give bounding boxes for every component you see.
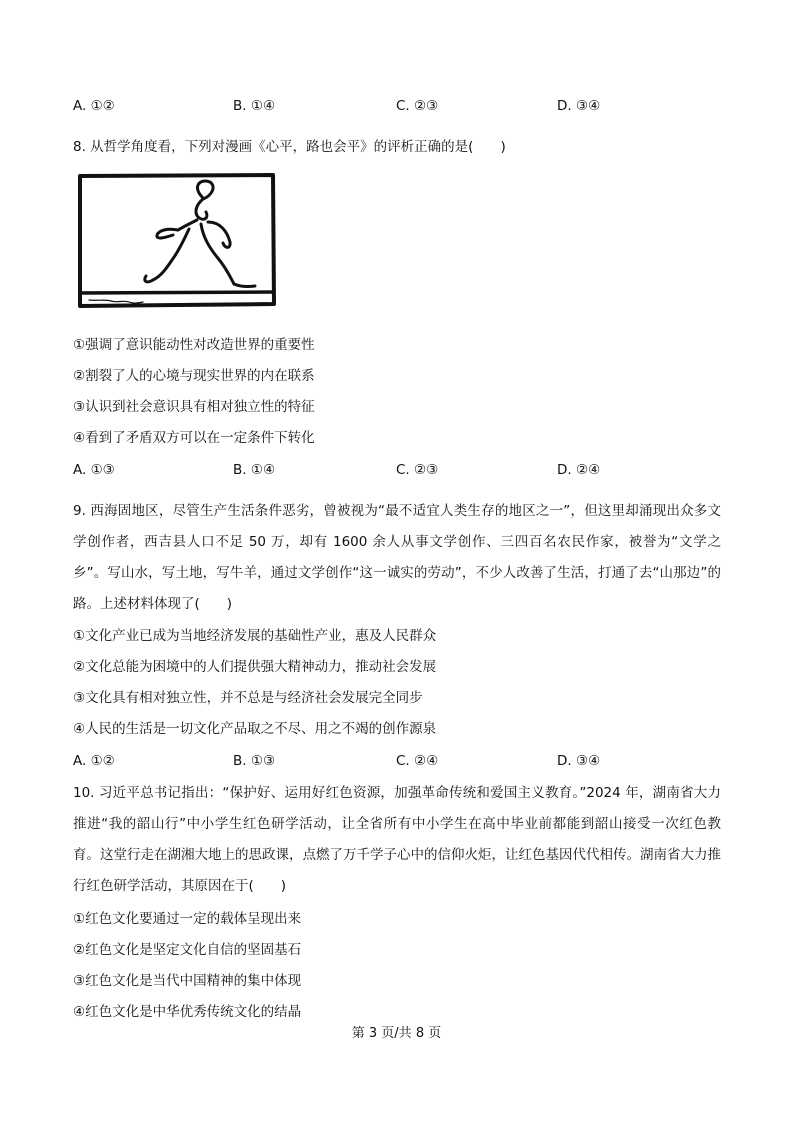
q8-statement-2: ②割裂了人的心境与现实世界的内在联系 <box>73 368 315 384</box>
q10-statement-3: ③红色文化是当代中国精神的集中体现 <box>73 973 302 989</box>
q7-option-d: D. ③④ <box>557 98 601 114</box>
q8-statement-1: ①强调了意识能动性对改造世界的重要性 <box>73 337 315 353</box>
q9-options <box>73 752 733 770</box>
q10-statement-4: ④红色文化是中华优秀传统文化的结晶 <box>73 1004 302 1020</box>
q8-stem: 8. 从哲学角度看，下列对漫画《心平，路也会平》的评析正确的是( ) <box>73 139 506 155</box>
q10-statement-2: ②红色文化是坚定文化自信的坚固基石 <box>73 942 302 958</box>
q7-option-c: C. ②③ <box>396 98 439 114</box>
q8-option-a: A. ①③ <box>73 462 115 478</box>
q9-option-c: C. ②④ <box>396 753 439 769</box>
q8-option-b: B. ①④ <box>233 462 276 478</box>
q9-statement-3: ③文化具有相对独立性，并不总是与经济社会发展完全同步 <box>73 690 423 706</box>
q7-options <box>73 97 733 115</box>
q9-option-d: D. ③④ <box>557 753 601 769</box>
q9-stem: 9. 西海固地区，尽管生产生活条件恶劣，曾被视为“最不适宜人类生存的地区之一”，但这里却涌现出众多文学创作者，西吉县人口不足 50 万，却有 1600 余人从事文学创作、三四百名农民作家，被誉为“文学之乡”。写山水，写土地，写牛羊，通过文学创作“这一诚实的劳动”，不少人改善了生活，打通了去“山那边”的路。上述材料体现了( ) <box>73 503 721 612</box>
q8-options <box>73 461 733 479</box>
q8-statement-4: ④看到了矛盾双方可以在一定条件下转化 <box>73 430 315 446</box>
q7-option-a: A. ①② <box>73 98 115 114</box>
q9-statement-4: ④人民的生活是一切文化产品取之不尽、用之不竭的创作源泉 <box>73 721 437 737</box>
cartoon-image <box>77 172 277 320</box>
q9-statement-1: ①文化产业已成为当地经济发展的基础性产业，惠及人民群众 <box>73 628 437 644</box>
q8-statement-3: ③认识到社会意识具有相对独立性的特征 <box>73 399 315 415</box>
page-number: 第 3 页/共 8 页 <box>351 1026 442 1041</box>
q9-option-b: B. ①③ <box>233 753 276 769</box>
q7-option-b: B. ①④ <box>233 98 276 114</box>
q9-statement-2: ②文化总能为困境中的人们提供强大精神动力，推动社会发展 <box>73 659 437 675</box>
q8-option-c: C. ②③ <box>396 462 439 478</box>
q10-statement-1: ①红色文化要通过一定的载体呈现出来 <box>73 911 302 927</box>
q10-stem: 10. 习近平总书记指出：“保护好、运用好红色资源，加强革命传统和爱国主义教育。”2024 年，湖南省大力推进“我的韶山行”中小学生红色研学活动，让全省所有中小学生在高中毕业前都能到韶山接受一次红色教育。这堂行走在湖湘大地上的思政课，点燃了万千学子心中的信仰火炬，让红色基因代代相传。湖南省大力推行红色研学活动，其原因在于( ) <box>73 785 721 894</box>
q9-option-a: A. ①② <box>73 753 115 769</box>
q8-option-d: D. ②④ <box>557 462 601 478</box>
